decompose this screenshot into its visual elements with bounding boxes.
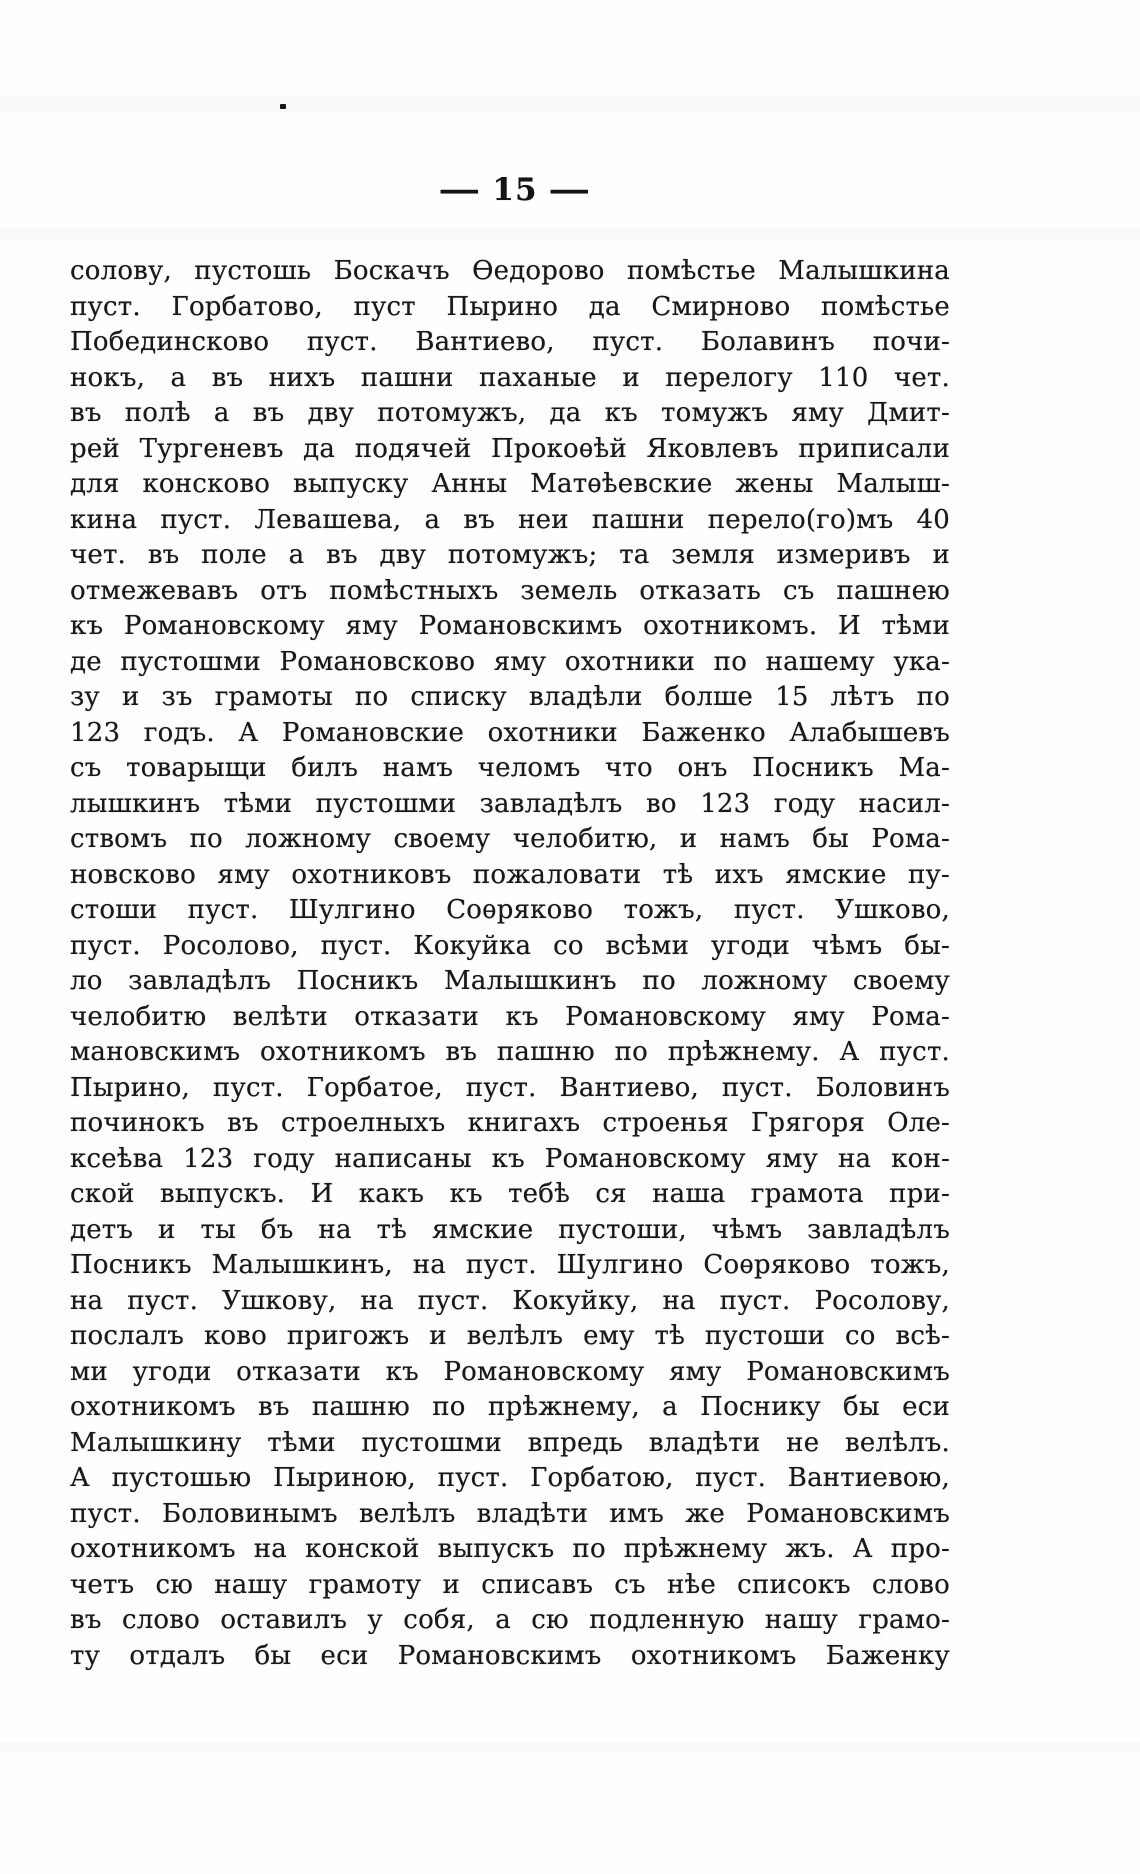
scan-band [0,96,1140,112]
text-line: на пуст. Ушкову, на пуст. Кокуйку, на пуст. Росолову, [70,1285,950,1316]
text-line: пуст. Горбатово, пуст Пырино да Смирново помѣстье [70,291,950,322]
text-line: рей Тургеневъ да подячей Прокоѳѣй Яковлевъ приписали [70,433,950,464]
scan-band [0,228,1140,240]
text-line: Малышкину тѣми пустошми впредь владѣти не велѣлъ. [70,1427,950,1458]
header-left-dash: — [438,172,483,208]
text-line: Пырино, пуст. Горбатое, пуст. Вантиево, пуст. Боловинъ [70,1072,950,1103]
text-line: къ Романовскому яму Романовскимъ охотникомъ. И тѣми [70,611,950,641]
text-line: пуст. Боловинымъ велѣлъ владѣти имъ же Романовскимъ [70,1498,950,1529]
text-line: для консково выпуску Анны Матѳѣевские жены Малыш- [70,469,950,499]
text-line: челобитю велѣти отказати къ Романовскому яму Рома- [70,1001,950,1032]
text-line: А пустошью Пыриною, пуст. Горбатою, пуст. Вантиевою, [70,1463,950,1493]
text-line: детъ и ты бъ на тѣ ямские пустоши, чѣмъ завладѣлъ [70,1214,950,1245]
text-line: съ товарыщи билъ намъ челомъ что онъ Посникъ Ма- [70,753,950,783]
text-line: пуст. Росолово, пуст. Кокуйка со всѣми угоди чѣмъ бы- [70,930,950,961]
text-line: въ слово оставилъ у собя, а сю подленную нашу грамо- [70,1605,950,1635]
text-line: мановскимъ охотникомъ въ пашню по прѣжнему. А пуст. [70,1037,950,1067]
page-number: 15 [492,172,538,208]
text-line: нокъ, а въ нихъ пашни паханые и перелогу 110 чет. [70,362,950,393]
header-right-dash: — [547,172,592,208]
text-line: Побединсково пуст. Вантиево, пуст. Болавинъ почи- [70,327,950,357]
text-line: ствомъ по ложному своему челобитю, и намъ бы Рома- [70,824,950,854]
text-line: солову, пустошь Боскачъ Ѳедорово помѣстье Малышкина [70,256,950,286]
text-line: Посникъ Малышкинъ, на пуст. Шулгино Соѳряково тожъ, [70,1250,950,1280]
text-line: новсково яму охотниковъ пожаловати тѣ ихъ ямские пу- [70,859,950,890]
scan-band [0,1742,1140,1752]
text-line: 123 годъ. А Романовские охотники Баженко Алабышевъ [70,717,950,748]
text-line: ми угоди отказати къ Романовскому яму Романовскимъ [70,1356,950,1387]
text-line: ту отдалъ бы еси Романовскимъ охотникомъ Баженку [70,1640,950,1671]
text-line: зу и зъ грамоты по списку владѣли болше 15 лѣтъ по [70,682,950,712]
ink-speck [280,104,286,109]
text-line: послалъ ково пригожъ и велѣлъ ему тѣ пустоши со всѣ- [70,1321,950,1351]
body-text [70,254,950,1674]
text-line: чет. въ поле а въ дву потомужъ; та земля измеривъ и [70,540,950,570]
text-line: ло завладѣлъ Посникъ Малышкинъ по ложному своему [70,966,950,996]
text-line: починокъ въ строелныхъ книгахъ строенья Грягоря Оле- [70,1108,950,1138]
text-line: охотникомъ въ пашню по прѣжнему, а Поснику бы еси [70,1392,950,1422]
text-line: де пустошми Романовсково яму охотники по нашему ука- [70,646,950,677]
text-line: ксеѣва 123 году написаны къ Романовскому яму на кон- [70,1143,950,1174]
text-line: четъ сю нашу грамоту и списавъ съ нѣе списокъ слово [70,1569,950,1600]
text-line: въ полѣ а въ дву потомужъ, да къ томужъ яму Дмит- [70,398,950,428]
text-line: отмежевавъ отъ помѣстныхъ земель отказать съ пашнею [70,575,950,606]
text-line: ской выпускъ. И какъ къ тебѣ ся наша грамота при- [70,1179,950,1209]
text-line: охотникомъ на конской выпускъ по прѣжнему жъ. А про- [70,1534,950,1564]
text-line: стоши пуст. Шулгино Соѳряково тожъ, пуст. Ушково, [70,895,950,925]
page-header [0,172,1030,208]
text-line: кина пуст. Левашева, а въ неи пашни перело(го)мъ 40 [70,504,950,535]
text-line: лышкинъ тѣми пустошми завладѣлъ во 123 году насил- [70,788,950,819]
